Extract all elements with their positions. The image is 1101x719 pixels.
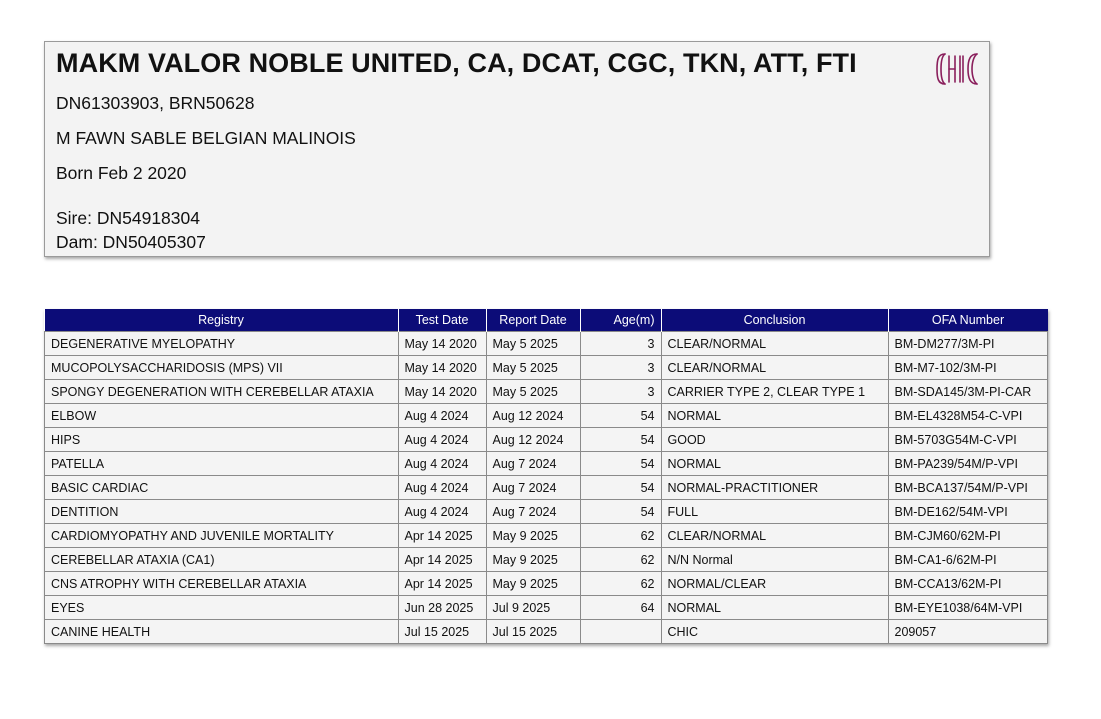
report-date-cell: May 5 2025 bbox=[486, 380, 580, 404]
test-date-cell: Jul 15 2025 bbox=[398, 620, 486, 644]
report-date-cell: Aug 12 2024 bbox=[486, 428, 580, 452]
report-date-cell: Aug 7 2024 bbox=[486, 500, 580, 524]
registry-cell: CEREBELLAR ATAXIA (CA1) bbox=[45, 548, 399, 572]
age-cell: 54 bbox=[580, 500, 661, 524]
health-test-results-table bbox=[44, 309, 1048, 644]
table-row bbox=[45, 404, 1048, 428]
registry-cell: CNS ATROPHY WITH CEREBELLAR ATAXIA bbox=[45, 572, 399, 596]
test-date-cell: Aug 4 2024 bbox=[398, 476, 486, 500]
ofa-number-cell: BM-EL4328M54-C-VPI bbox=[888, 404, 1048, 428]
birth-date: Born Feb 2 2020 bbox=[56, 163, 187, 183]
age-cell bbox=[580, 620, 661, 644]
test-date-cell: Aug 4 2024 bbox=[398, 404, 486, 428]
ofa-number-cell: BM-DM277/3M-PI bbox=[888, 332, 1048, 356]
age-cell: 62 bbox=[580, 572, 661, 596]
conclusion-cell: N/N Normal bbox=[661, 548, 888, 572]
column-header-ofa-number: OFA Number bbox=[888, 309, 1048, 332]
test-date-cell: May 14 2020 bbox=[398, 356, 486, 380]
registry-cell: CANINE HEALTH bbox=[45, 620, 399, 644]
report-date-cell: May 9 2025 bbox=[486, 572, 580, 596]
ofa-number-cell: BM-5703G54M-C-VPI bbox=[888, 428, 1048, 452]
column-header-conclusion: Conclusion bbox=[661, 309, 888, 332]
table-header-row bbox=[45, 309, 1048, 332]
table-row bbox=[45, 476, 1048, 500]
test-date-cell: May 14 2020 bbox=[398, 332, 486, 356]
age-cell: 62 bbox=[580, 548, 661, 572]
registration-numbers: DN61303903, BRN50628 bbox=[56, 93, 255, 113]
registry-cell: PATELLA bbox=[45, 452, 399, 476]
sire-registration: Sire: DN54918304 bbox=[56, 208, 200, 228]
report-date-cell: May 9 2025 bbox=[486, 524, 580, 548]
age-cell: 54 bbox=[580, 476, 661, 500]
conclusion-cell: CARRIER TYPE 2, CLEAR TYPE 1 bbox=[661, 380, 888, 404]
table-row bbox=[45, 524, 1048, 548]
conclusion-cell: NORMAL/CLEAR bbox=[661, 572, 888, 596]
report-date-cell: May 5 2025 bbox=[486, 332, 580, 356]
test-date-cell: Apr 14 2025 bbox=[398, 548, 486, 572]
table-row bbox=[45, 572, 1048, 596]
age-cell: 3 bbox=[580, 380, 661, 404]
registry-cell: DEGENERATIVE MYELOPATHY bbox=[45, 332, 399, 356]
table-row bbox=[45, 500, 1048, 524]
column-header-age: Age(m) bbox=[580, 309, 661, 332]
age-cell: 54 bbox=[580, 404, 661, 428]
table-row bbox=[45, 332, 1048, 356]
dog-description: M FAWN SABLE BELGIAN MALINOIS bbox=[56, 128, 356, 148]
table-row bbox=[45, 548, 1048, 572]
age-cell: 54 bbox=[580, 428, 661, 452]
table-row bbox=[45, 428, 1048, 452]
test-date-cell: Apr 14 2025 bbox=[398, 572, 486, 596]
age-cell: 62 bbox=[580, 524, 661, 548]
test-date-cell: May 14 2020 bbox=[398, 380, 486, 404]
report-date-cell: Aug 7 2024 bbox=[486, 476, 580, 500]
ofa-number-cell: 209057 bbox=[888, 620, 1048, 644]
conclusion-cell: CLEAR/NORMAL bbox=[661, 524, 888, 548]
registry-cell: ELBOW bbox=[45, 404, 399, 428]
conclusion-cell: CHIC bbox=[661, 620, 888, 644]
table-row bbox=[45, 620, 1048, 644]
conclusion-cell: FULL bbox=[661, 500, 888, 524]
dam-registration: Dam: DN50405307 bbox=[56, 232, 206, 252]
ofa-number-cell: BM-SDA145/3M-PI-CAR bbox=[888, 380, 1048, 404]
report-date-cell: Aug 7 2024 bbox=[486, 452, 580, 476]
column-header-registry: Registry bbox=[45, 309, 399, 332]
registry-cell: BASIC CARDIAC bbox=[45, 476, 399, 500]
registry-cell: DENTITION bbox=[45, 500, 399, 524]
table-row bbox=[45, 596, 1048, 620]
dog-info-card bbox=[44, 41, 990, 257]
age-cell: 3 bbox=[580, 356, 661, 380]
report-date-cell: Jul 15 2025 bbox=[486, 620, 580, 644]
report-date-cell: May 9 2025 bbox=[486, 548, 580, 572]
registry-cell: HIPS bbox=[45, 428, 399, 452]
conclusion-cell: NORMAL bbox=[661, 452, 888, 476]
table-row bbox=[45, 380, 1048, 404]
registry-cell: EYES bbox=[45, 596, 399, 620]
test-date-cell: Jun 28 2025 bbox=[398, 596, 486, 620]
ofa-number-cell: BM-CA1-6/62M-PI bbox=[888, 548, 1048, 572]
column-header-report-date: Report Date bbox=[486, 309, 580, 332]
conclusion-cell: GOOD bbox=[661, 428, 888, 452]
conclusion-cell: NORMAL bbox=[661, 596, 888, 620]
registry-cell: SPONGY DEGENERATION WITH CEREBELLAR ATAXIA bbox=[45, 380, 399, 404]
ofa-number-cell: BM-BCA137/54M/P-VPI bbox=[888, 476, 1048, 500]
test-date-cell: Apr 14 2025 bbox=[398, 524, 486, 548]
conclusion-cell: CLEAR/NORMAL bbox=[661, 332, 888, 356]
test-date-cell: Aug 4 2024 bbox=[398, 452, 486, 476]
conclusion-cell: NORMAL-PRACTITIONER bbox=[661, 476, 888, 500]
ofa-number-cell: BM-EYE1038/64M-VPI bbox=[888, 596, 1048, 620]
ofa-number-cell: BM-CCA13/62M-PI bbox=[888, 572, 1048, 596]
table-row bbox=[45, 452, 1048, 476]
conclusion-cell: NORMAL bbox=[661, 404, 888, 428]
registry-cell: CARDIOMYOPATHY AND JUVENILE MORTALITY bbox=[45, 524, 399, 548]
registry-cell: MUCOPOLYSACCHARIDOSIS (MPS) VII bbox=[45, 356, 399, 380]
test-date-cell: Aug 4 2024 bbox=[398, 500, 486, 524]
age-cell: 64 bbox=[580, 596, 661, 620]
report-date-cell: Jul 9 2025 bbox=[486, 596, 580, 620]
chic-logo-icon bbox=[935, 50, 981, 88]
report-date-cell: May 5 2025 bbox=[486, 356, 580, 380]
age-cell: 54 bbox=[580, 452, 661, 476]
test-date-cell: Aug 4 2024 bbox=[398, 428, 486, 452]
age-cell: 3 bbox=[580, 332, 661, 356]
ofa-number-cell: BM-M7-102/3M-PI bbox=[888, 356, 1048, 380]
ofa-number-cell: BM-DE162/54M-VPI bbox=[888, 500, 1048, 524]
table-row bbox=[45, 356, 1048, 380]
report-date-cell: Aug 12 2024 bbox=[486, 404, 580, 428]
conclusion-cell: CLEAR/NORMAL bbox=[661, 356, 888, 380]
dog-name-title: MAKM VALOR NOBLE UNITED, CA, DCAT, CGC, TKN, ATT, FTI bbox=[56, 48, 857, 78]
ofa-number-cell: BM-CJM60/62M-PI bbox=[888, 524, 1048, 548]
ofa-number-cell: BM-PA239/54M/P-VPI bbox=[888, 452, 1048, 476]
column-header-test-date: Test Date bbox=[398, 309, 486, 332]
